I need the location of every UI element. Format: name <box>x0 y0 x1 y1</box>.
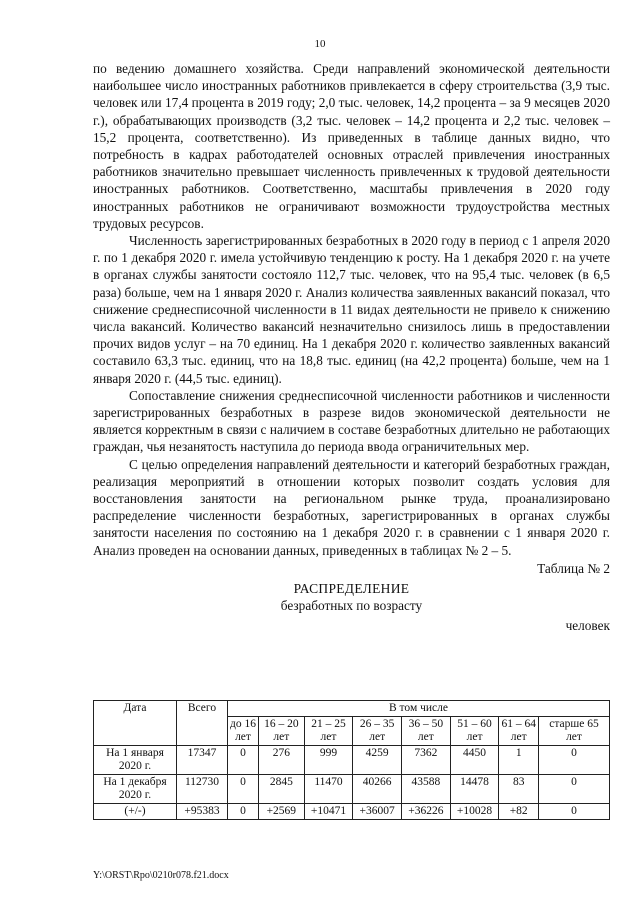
cell-value: 40266 <box>353 775 402 804</box>
cell-value: +36007 <box>353 804 402 820</box>
cell-date: На 1 января 2020 г. <box>94 746 177 775</box>
paragraph-4: С целью определения направлений деятельности и категорий безработных граждан, реализация мероприятий в отношении которых позволит создать условия для восстановления занятости на региональном рынке труда, проанализировано распределение численности безработных, зарегистрированных в органах службы занятости населения по состоянию на 1 декабря 2020 г. в сравнении с 1 января 2020 г. Анализ проведен на основании данных, приведенных в таблицах № 2 – 5. <box>93 456 610 558</box>
age-distribution-table <box>93 700 610 820</box>
cell-value: 0 <box>228 804 259 820</box>
header-group: В том числе <box>228 701 610 717</box>
header-date: Дата <box>94 701 177 746</box>
paragraph-3: Сопоставление снижения среднесписочной численности работников и численности зарегистрированных безработных в разрезе видов экономической деятельности не является корректным в связи с наличием в составе безработных длительно не работающих граждан, чья незанятость наступила до периода ввода ограничительных мер. <box>93 387 610 455</box>
cell-value: +82 <box>499 804 539 820</box>
cell-value: +10471 <box>304 804 353 820</box>
footer-file-path: Y:\ORST\Rpo\0210r078.f21.docx <box>93 870 229 881</box>
cell-value: 2845 <box>259 775 305 804</box>
header-age-7: старше 65 лет <box>539 717 610 746</box>
header-age-5: 51 – 60 лет <box>450 717 499 746</box>
table-row <box>94 775 610 804</box>
cell-value: 4259 <box>353 746 402 775</box>
cell-total: 17347 <box>177 746 228 775</box>
cell-total: +95383 <box>177 804 228 820</box>
cell-value: +10028 <box>450 804 499 820</box>
header-age-4: 36 – 50 лет <box>402 717 451 746</box>
cell-value: 11470 <box>304 775 353 804</box>
header-age-6: 61 – 64 лет <box>499 717 539 746</box>
cell-value: 1 <box>499 746 539 775</box>
paragraph-2: Численность зарегистрированных безработных в 2020 году в период с 1 апреля 2020 г. по 1 декабря 2020 г. имела устойчивую тенденцию к росту. На 1 декабря 2020 г. на учете в органах службы занятости состояло 112,7 тыс. человек, что на 95,4 тыс. человек (в 6,5 раза) больше, чем на 1 января 2020 г. Анализ количества заявленных вакансий показал, что снижение среднесписочной численности в 11 видах деятельности не привело к снижению числа вакансий. Количество вакансий незначительно снизилось лишь в предоставлении прочих видов услуг – на 70 единиц. На 1 декабря 2020 г. количество заявленных вакансий составило 63,3 тыс. единиц, что на 18,8 тыс. единиц (на 42,2 процента) больше, чем на 1 января 2020 г. (44,5 тыс. единиц). <box>93 233 610 386</box>
table-unit: человек <box>565 617 610 633</box>
cell-value: 0 <box>228 775 259 804</box>
document-body <box>93 60 610 634</box>
cell-value: 83 <box>499 775 539 804</box>
cell-value: 4450 <box>450 746 499 775</box>
table-header-row <box>94 701 610 717</box>
cell-date: (+/-) <box>94 804 177 820</box>
header-age-0: до 16 лет <box>228 717 259 746</box>
cell-value: 7362 <box>402 746 451 775</box>
cell-value: 999 <box>304 746 353 775</box>
header-total: Всего <box>177 701 228 746</box>
cell-value: 276 <box>259 746 305 775</box>
cell-value: 0 <box>539 746 610 775</box>
cell-value: +36226 <box>402 804 451 820</box>
cell-value: 0 <box>539 804 610 820</box>
cell-value: 0 <box>228 746 259 775</box>
cell-value: 14478 <box>450 775 499 804</box>
header-age-1: 16 – 20 лет <box>259 717 305 746</box>
table-title: РАСПРЕДЕЛЕНИЕ <box>293 581 410 597</box>
table-row <box>94 804 610 820</box>
paragraph-1: по ведению домашнего хозяйства. Среди направлений экономической деятельности наибольшее число иностранных работников привлекается в сферу строительства (3,9 тыс. человек или 17,4 процента в 2019 году; 2,0 тыс. человек, 14,2 процента – за 9 месяцев 2020 г.), обрабатывающих производств (3,2 тыс. человек – 14,2 процента и 2,2 тыс. человек – 15,2 процента, соответственно). Из приведенных в таблице данных видно, что потребность в кадрах работодателей основных отраслей привлечения иностранных работников значительно превышает численность привлеченных к трудовой деятельности иностранных работников. Соответственно, масштабы привлечения в 2020 году иностранных работников не ограничивают возможности трудоустройства местных трудовых ресурсов. <box>93 61 610 231</box>
table-subtitle: безработных по возрасту <box>280 598 423 614</box>
cell-value: +2569 <box>259 804 305 820</box>
cell-value: 0 <box>539 775 610 804</box>
page-number: 10 <box>314 38 326 50</box>
table-label: Таблица № 2 <box>537 560 610 576</box>
header-age-3: 26 – 35 лет <box>353 717 402 746</box>
cell-date: На 1 декабря 2020 г. <box>94 775 177 804</box>
header-age-2: 21 – 25 лет <box>304 717 353 746</box>
cell-total: 112730 <box>177 775 228 804</box>
table-row <box>94 746 610 775</box>
cell-value: 43588 <box>402 775 451 804</box>
